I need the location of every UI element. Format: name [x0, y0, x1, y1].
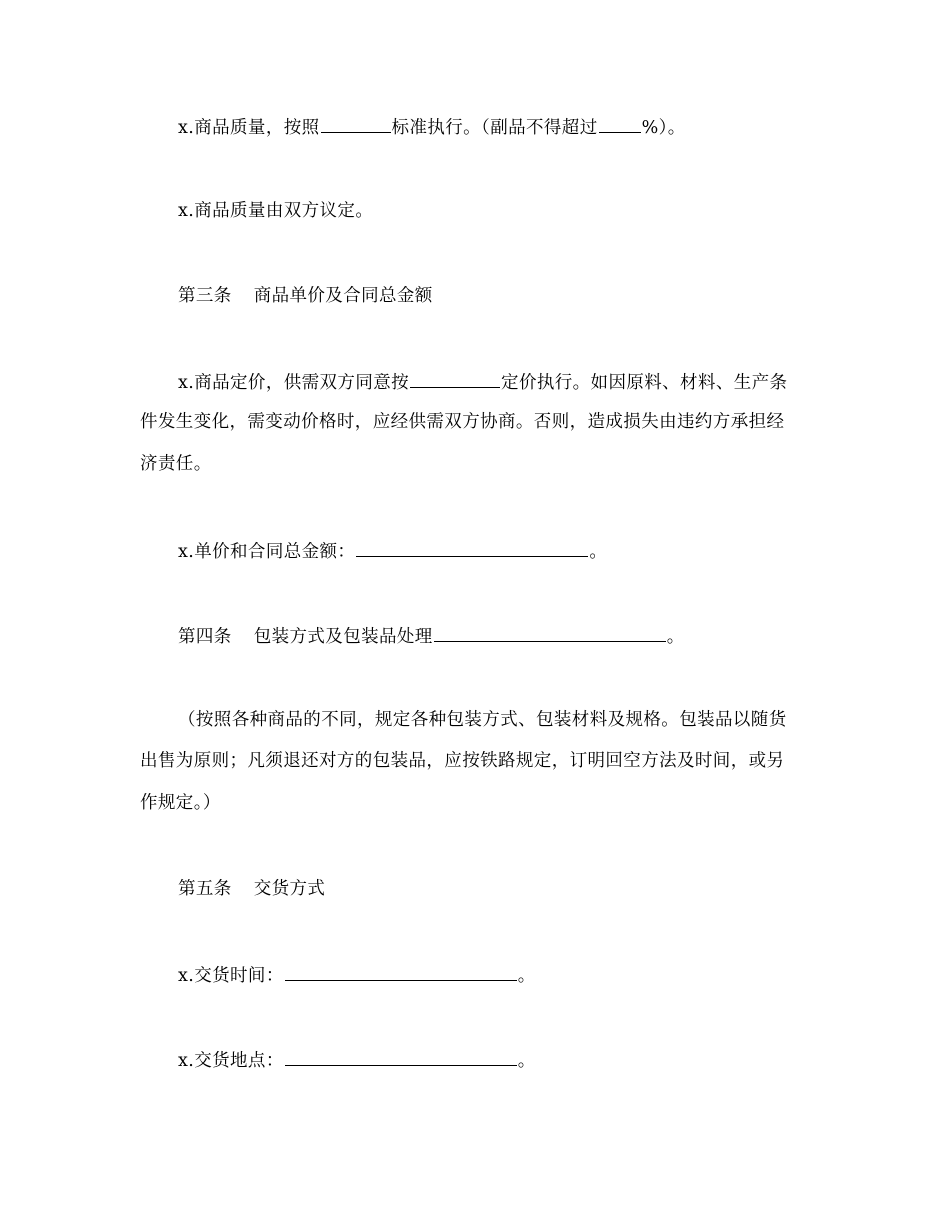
packaging-note-line-2 — [140, 749, 784, 773]
pricing-clause-line-2 — [140, 410, 784, 434]
clause-prefix: x. — [178, 201, 195, 221]
clause-end: 。 — [666, 627, 685, 647]
clause-label: 交货地点： — [194, 1051, 284, 1071]
delivery-time-clause — [178, 962, 536, 988]
clause-text: 商品定价，供需双方同意按 — [194, 373, 410, 393]
article-4-heading — [178, 623, 685, 649]
packaging-note-line-1 — [178, 708, 787, 732]
article-number: 第三条 — [178, 286, 232, 306]
clause-text: 标准执行。（副品不得超过 — [391, 118, 598, 138]
article-title: 交货方式 — [253, 879, 326, 899]
packaging-note-line-3 — [140, 791, 221, 815]
article-title: 商品单价及合同总金额 — [253, 286, 433, 306]
delivery-place-clause — [178, 1047, 536, 1073]
clause-text: 商品质量由双方议定。 — [194, 201, 374, 221]
quality-standard-clause — [178, 114, 686, 140]
clause-text: %）。 — [641, 118, 686, 138]
pricing-basis-blank[interactable] — [410, 369, 500, 388]
clause-prefix: x. — [178, 373, 195, 393]
article-3-heading — [178, 284, 433, 308]
total-amount-clause — [178, 538, 607, 564]
article-number: 第五条 — [178, 879, 232, 899]
pricing-clause-line-3 — [140, 452, 212, 476]
clause-end: 。 — [517, 1051, 536, 1071]
clause-end: 。 — [589, 542, 608, 562]
note-text: 出售为原则；凡须退还对方的包装品，应按铁路规定，订明回空方法及时间，或另 — [140, 751, 785, 771]
clause-text: 件发生变化，需变动价格时，应经供需双方协商。否则，造成损失由违约方承担经 — [140, 412, 785, 432]
delivery-time-blank[interactable] — [285, 962, 517, 981]
article-title: 包装方式及包装品处理 — [253, 627, 433, 647]
note-text: （按照各种商品的不同，规定各种包装方式、包装材料及规格。包装品以随货 — [178, 710, 787, 730]
clause-end: 。 — [517, 966, 536, 986]
article-5-heading — [178, 877, 325, 901]
clause-text: 商品质量，按照 — [194, 118, 320, 138]
clause-prefix: x. — [178, 118, 195, 138]
quality-agreed-clause — [178, 199, 373, 223]
delivery-place-blank[interactable] — [285, 1047, 517, 1066]
packaging-method-blank[interactable] — [434, 623, 666, 642]
pricing-clause-line-1 — [178, 369, 787, 395]
clause-label: 单价和合同总金额： — [194, 542, 356, 562]
clause-text: 定价执行。如因原料、材料、生产条 — [501, 373, 788, 393]
clause-prefix: x. — [178, 966, 195, 986]
note-text: 作规定。） — [140, 793, 221, 813]
quality-standard-blank[interactable] — [321, 114, 391, 133]
clause-text: 济责任。 — [140, 454, 212, 474]
defect-percent-blank[interactable] — [599, 114, 641, 133]
clause-prefix: x. — [178, 542, 195, 562]
clause-label: 交货时间： — [194, 966, 284, 986]
article-number: 第四条 — [178, 627, 232, 647]
total-amount-blank[interactable] — [356, 538, 588, 557]
clause-prefix: x. — [178, 1051, 195, 1071]
